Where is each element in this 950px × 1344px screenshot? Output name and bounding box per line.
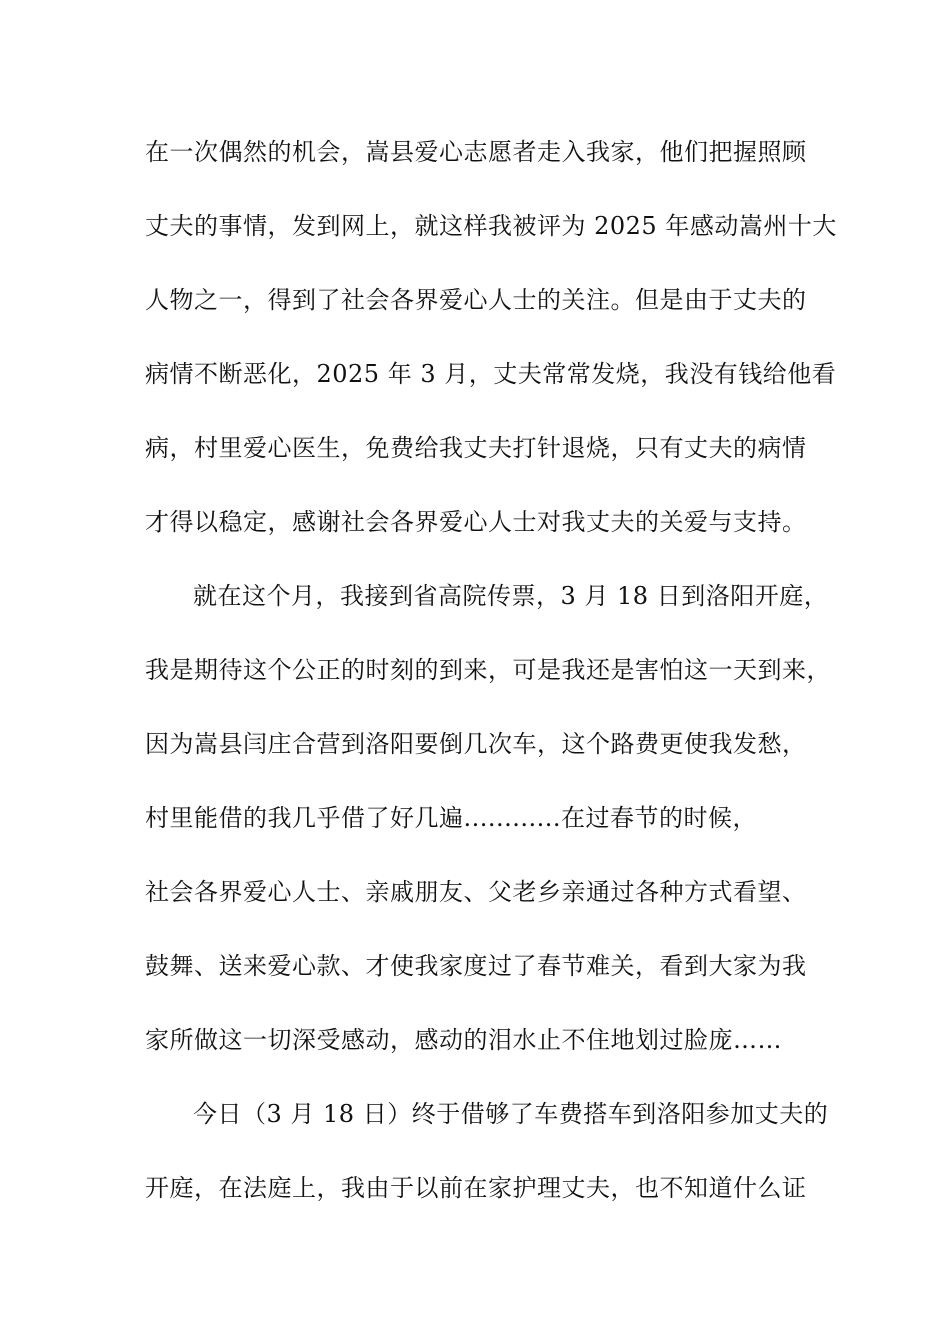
paragraph-start-line: 就在这个月，我接到省高院传票，3 月 18 日到洛阳开庭， <box>193 582 829 610</box>
text-line: 病情不断恶化，2025 年 3 月，丈夫常常发烧，我没有钱给他看 <box>145 360 837 388</box>
text-line: 才得以稳定，感谢社会各界爱心人士对我丈夫的关爱与支持。 <box>145 508 807 536</box>
text-line: 开庭，在法庭上，我由于以前在家护理丈夫，也不知道什么证 <box>145 1174 807 1202</box>
text-line: 病，村里爱心医生，免费给我丈夫打针退烧，只有丈夫的病情 <box>145 434 807 462</box>
paragraph-start-line: 今日（3 月 18 日）终于借够了车费搭车到洛阳参加丈夫的 <box>193 1100 829 1128</box>
text-line: 鼓舞、送来爱心款、才使我家度过了春节难关，看到大家为我 <box>145 952 807 980</box>
text-line: 家所做这一切深受感动，感动的泪水止不住地划过脸庞…… <box>145 1026 782 1054</box>
text-line: 在一次偶然的机会，嵩县爱心志愿者走入我家，他们把握照顾 <box>145 138 807 166</box>
text-line: 社会各界爱心人士、亲戚朋友、父老乡亲通过各种方式看望、 <box>145 878 807 906</box>
text-line: 村里能借的我几乎借了好几遍............在过春节的时候， <box>145 804 758 832</box>
text-line: 丈夫的事情，发到网上，就这样我被评为 2025 年感动嵩州十大 <box>145 212 837 240</box>
text-line: 我是期待这个公正的时刻的到来，可是我还是害怕这一天到来， <box>145 656 831 684</box>
text-line: 因为嵩县闫庄合营到洛阳要倒几次车，这个路费更使我发愁， <box>145 730 807 758</box>
text-line: 人物之一，得到了社会各界爱心人士的关注。但是由于丈夫的 <box>145 286 807 314</box>
